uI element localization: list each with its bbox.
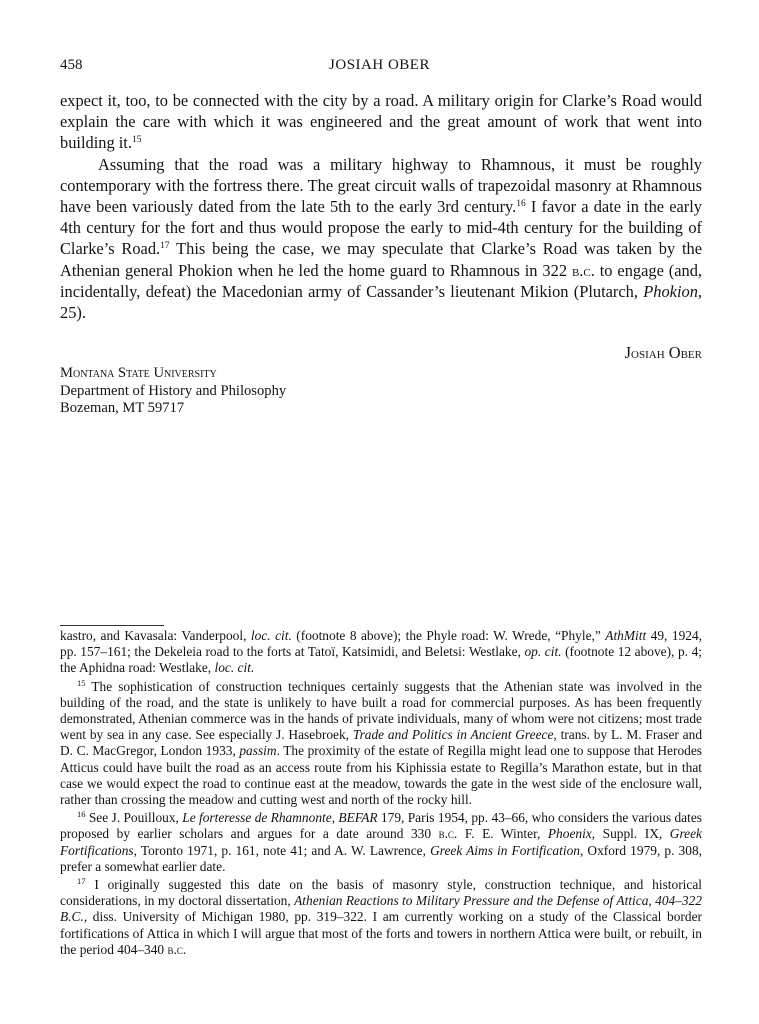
footnote-ref-15: 15 bbox=[131, 135, 142, 146]
department-name: Department of History and Philosophy bbox=[60, 382, 287, 399]
main-text bbox=[60, 90, 702, 323]
fn15-italic-2: passim bbox=[239, 743, 277, 759]
fn16-text-f: , Toronto 1971, p. 161, note 41; and A. W. Lawrence, bbox=[133, 842, 431, 858]
fn16-italic-3: Phoenix bbox=[547, 826, 592, 842]
fn16-text-d: F. E. Winter, bbox=[457, 826, 548, 842]
author-affiliation bbox=[60, 365, 286, 418]
fn-cont-text-c: 49, 1924, pp. 157–161; the Dekeleia road to the forts at Tatoï, Katsimidi, and Beletsi: Westlake, bbox=[60, 628, 703, 660]
page-number: 458 bbox=[60, 57, 83, 73]
running-head: JOSIAH OBER bbox=[329, 57, 430, 73]
paragraph-1 bbox=[60, 90, 702, 154]
fn16-italic-5: Greek Aims in Fortification bbox=[430, 842, 580, 858]
fn17-text-b: , diss. University of Michigan 1980, pp. 319–322. I am currently working on a study of the Classical border fortifications of Attica in which I will argue that most of the forts and towers in northern Attica were built, or rebuilt, in the period 404–340 bbox=[60, 909, 702, 957]
university-name: Montana State University bbox=[60, 365, 217, 381]
fn16-era: b.c. bbox=[438, 826, 458, 842]
footnote-17-number: 17 bbox=[77, 876, 86, 887]
fn17-italic-1: Athenian Reactions to Military Pressure and the Defense of Attica, 404–322 B.C. bbox=[60, 893, 702, 925]
footnotes bbox=[60, 628, 702, 960]
fn-cont-text-b: (footnote 8 above); the Phyle road: W. Wrede, “Phyle,” bbox=[291, 628, 606, 643]
footnote-16 bbox=[60, 810, 702, 875]
fn17-era: b.c. bbox=[167, 941, 187, 957]
footnote-continuation bbox=[60, 628, 702, 677]
paragraph-2-text-d: to engage (and, incidentally, defeat) the Macedonian army of Cassander’s lieutenant Mikion (Plutarch, bbox=[60, 260, 702, 301]
fn15-italic-1: Trade and Politics in Ancient Greece bbox=[352, 727, 554, 743]
fn-cont-italic-2: AthMitt bbox=[605, 628, 647, 643]
fn17-text-a: I originally suggested this date on the basis of masonry style, construction technique, and historical considerations, in my doctoral dissertation, bbox=[60, 877, 702, 909]
fn-cont-italic-1: loc. cit. bbox=[250, 628, 292, 643]
fn16-text-c: 179, Paris 1954, pp. 43–66, who considers the various dates proposed by earlier scholars and argues for a date around 330 bbox=[60, 810, 703, 842]
footnote-ref-17: 17 bbox=[160, 241, 170, 252]
footnote-17 bbox=[60, 877, 702, 958]
paragraph-2-text-e: , 25). bbox=[60, 281, 702, 323]
paragraph-2-text-b: I favor a date in the early 4th century for the fort and thus would propose the early to mid-4th century for the building of Clarke’s Road. bbox=[60, 197, 702, 259]
paragraph-1-text: expect it, too, to be connected with the city by a road. A military origin for Clarke’s Road would explain the care with which it was engineered and the great amount of work that went into building it. bbox=[60, 91, 702, 153]
work-title-phokion: Phokion bbox=[643, 281, 698, 301]
footnote-separator bbox=[60, 625, 164, 626]
fn15-text-b: , trans. by L. M. Fraser and D. C. MacGregor, London 1933, bbox=[60, 727, 703, 759]
fn-cont-italic-4: loc. cit. bbox=[214, 660, 255, 676]
paragraph-2 bbox=[60, 154, 702, 324]
fn-cont-text-a: kastro, and Kavasala: Vanderpool, bbox=[60, 628, 251, 643]
author-signature: Josiah Ober bbox=[624, 343, 702, 362]
footnote-15 bbox=[60, 679, 702, 809]
paragraph-2-text-a: Assuming that the road was a military highway to Rhamnous, it must be roughly contemporary with the fortress there. The great circuit walls of trapezoidal masonry at Rhamnous have been variously dated from the late 5th to the early 3rd century. bbox=[60, 154, 702, 217]
fn16-text-e: , Suppl. IX, bbox=[591, 826, 670, 842]
fn16-text-g: , Oxford 1979, p. 308, prefer a somewhat earlier date. bbox=[60, 842, 702, 874]
fn-cont-text-d: (footnote 12 above), p. 4; the Aphidna road: Westlake, bbox=[60, 644, 702, 676]
fn16-text-b: , bbox=[331, 810, 339, 826]
footnote-15-number: 15 bbox=[77, 677, 86, 688]
fn16-italic-4: Greek Fortifications bbox=[60, 826, 702, 858]
fn15-text-c: . The proximity of the estate of Regilla might lead one to suppose that Herodes Atticus could have built the road as an access route from his Kiphissia estate to Regilla’s Marathon estate, but in that case we would expect the road to continue east at the meadow, towards the gate in the west side of the enclosure wall, rather than crossing the meadow and cutting west and north of the rocky hill. bbox=[60, 743, 702, 808]
fn-cont-italic-3: op. cit. bbox=[524, 644, 562, 660]
footnote-ref-16: 16 bbox=[516, 199, 526, 210]
fn16-italic-2: BEFAR bbox=[338, 810, 378, 826]
paragraph-2-text-c: This being the case, we may speculate that Clarke’s Road was taken by the Athenian general Phokion when he led the home guard to Rhamnous in 322 bbox=[60, 239, 702, 280]
era-abbreviation: b.c. bbox=[571, 260, 595, 280]
fn16-text-a: See J. Pouilloux, bbox=[85, 810, 183, 826]
fn16-italic-1: Le forteresse de Rhamnonte bbox=[182, 810, 332, 826]
fn15-text-a: The sophistication of construction techniques certainly suggests that the Athenian state was involved in the building of the road, and the state is unlikely to have built a road for commercial purposes. As has been frequently demonstrated, Athenian commerce was in the hands of private individuals, many of whom were not citizens; most trade went by sea in any case. See especially J. Hasebroek, bbox=[60, 678, 702, 743]
postal-address: Bozeman, MT 59717 bbox=[60, 400, 185, 416]
footnote-16-number: 16 bbox=[77, 809, 86, 820]
